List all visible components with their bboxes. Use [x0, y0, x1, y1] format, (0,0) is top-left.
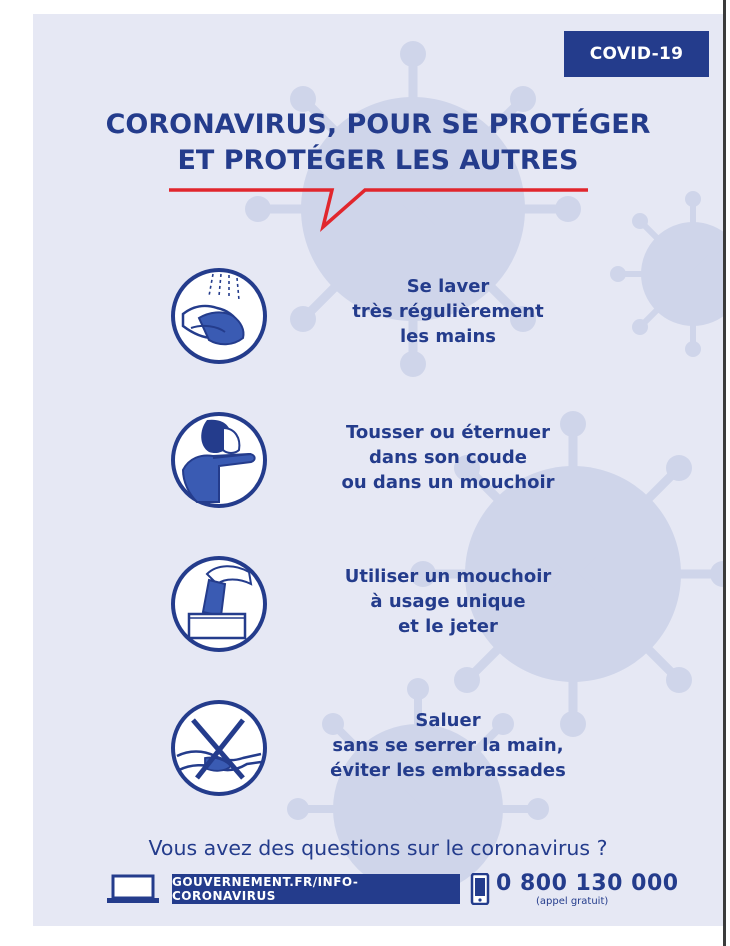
rule-2-line-2: dans son coude	[369, 447, 527, 468]
rule-1-line-1: Se laver	[406, 276, 490, 297]
rule-1-line-3: les mains	[400, 326, 496, 347]
phone-number[interactable]: 0 800 130 000	[496, 871, 679, 896]
covid-badge: COVID-19	[564, 31, 709, 77]
questions-heading: Vous avez des questions sur le coronavirus ?	[148, 836, 608, 860]
info-url-link[interactable]: GOUVERNEMENT.FR/INFO-CORONAVIRUS	[172, 874, 460, 904]
rule-2-line-1: Tousser ou éternuer	[346, 422, 550, 443]
rule-text-3	[298, 564, 598, 639]
rule-4-line-1: Saluer	[415, 710, 481, 731]
rule-text-4	[298, 708, 598, 783]
mobile-phone-icon	[470, 873, 490, 905]
rule-4-line-3: éviter les embrassades	[330, 760, 566, 781]
poster	[33, 14, 723, 926]
tissue-disposal-icon	[169, 554, 269, 654]
cough-into-elbow-icon	[169, 410, 269, 510]
page-title-line1: CORONAVIRUS, POUR SE PROTÉGER	[105, 109, 651, 140]
page-edge	[723, 0, 726, 946]
rule-3-line-3: et le jeter	[398, 616, 498, 637]
page-title-line2: ET PROTÉGER LES AUTRES	[177, 145, 579, 176]
rule-text-1	[298, 274, 598, 349]
rule-4-line-2: sans se serrer la main,	[332, 735, 564, 756]
no-handshake-icon	[169, 698, 269, 798]
laptop-icon	[107, 874, 159, 904]
rule-text-2	[298, 420, 598, 495]
rule-3-line-2: à usage unique	[370, 591, 526, 612]
speech-bubble-underline-icon	[33, 14, 723, 244]
handwashing-icon	[169, 266, 269, 366]
rule-1-line-2: très régulièrement	[352, 301, 544, 322]
rule-3-line-1: Utiliser un mouchoir	[344, 566, 552, 587]
rule-2-line-3: ou dans un mouchoir	[341, 472, 555, 493]
phone-note: (appel gratuit)	[536, 896, 609, 907]
